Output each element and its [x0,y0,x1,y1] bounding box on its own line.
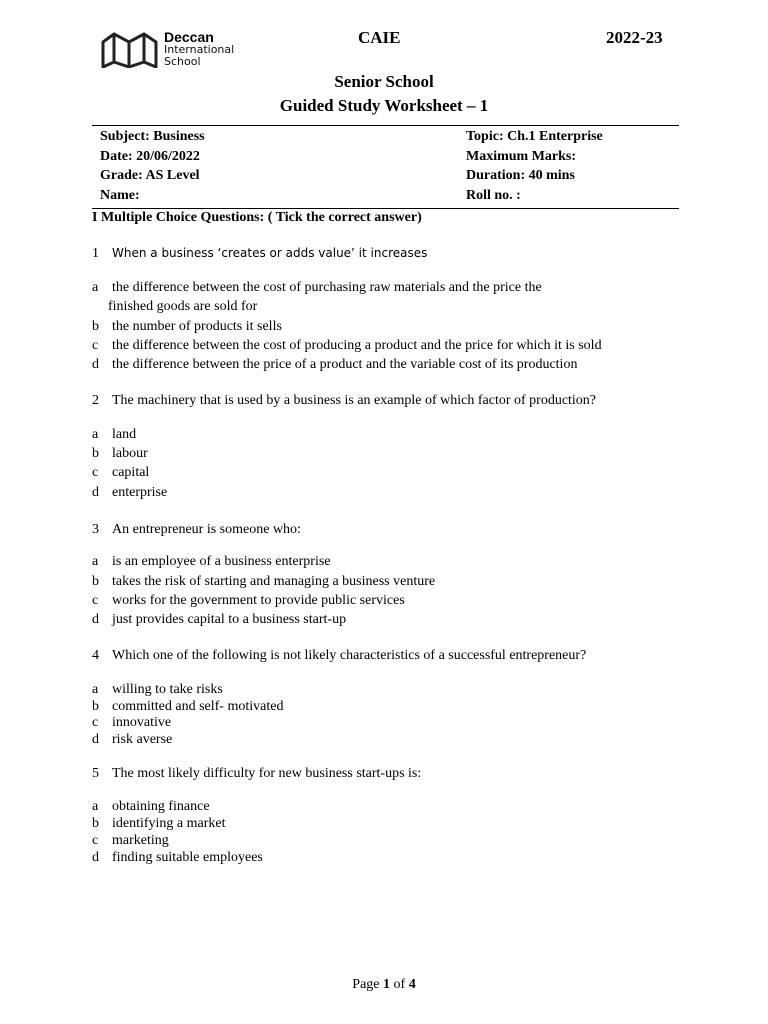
page-number: 1 [383,977,391,992]
logo-subtitle-1: International [164,43,235,56]
option-label: d [92,850,99,865]
option-label: d [92,357,99,372]
option-3d[interactable] [92,612,346,628]
topic-field: Topic: Ch.1 Enterprise [466,129,603,144]
option-4d[interactable] [92,732,172,748]
option-label: c [92,833,99,848]
option-label: a [92,682,99,697]
option-text: the difference between the cost of purchasing raw materials and the price the [112,280,542,295]
option-text: just provides capital to a business start-up [112,612,347,627]
option-label: d [92,732,99,747]
option-label: a [92,427,99,442]
option-text: capital [112,465,150,480]
logo-name: Deccan [164,29,214,45]
option-text: finished goods are sold for [108,299,258,314]
question-1 [92,246,427,262]
logo-subtitle-2: School [164,55,201,68]
page-title-line1: Senior School [334,72,434,91]
divider-top [92,125,679,126]
info-left-column [100,127,205,205]
grade-field: Grade: AS Level [100,168,200,183]
question-number: 1 [92,246,99,261]
option-2c[interactable] [92,465,149,481]
option-2b[interactable] [92,446,148,462]
section-heading: I Multiple Choice Questions: ( Tick the correct answer) [92,210,422,225]
question-number: 2 [92,393,99,408]
question-5 [92,766,421,782]
option-label: c [92,715,99,730]
date-field: Date: 20/06/2022 [100,148,200,164]
option-label: a [92,554,99,569]
question-text: The machinery that is used by a business is an example of which factor of production? [112,393,597,408]
question-4 [92,648,586,664]
option-3a[interactable] [92,554,331,570]
option-text: the difference between the cost of producing a product and the price for which it is sold [112,338,602,353]
option-1c[interactable] [92,338,602,354]
page-total: 4 [408,977,416,992]
max-marks-field: Maximum Marks: [466,148,577,164]
school-logo [100,28,260,72]
option-5c[interactable] [92,833,169,849]
option-label: a [92,280,99,295]
option-text: the number of products it sells [112,319,282,334]
option-label: d [92,485,99,500]
option-label: c [92,465,99,480]
question-number: 4 [92,648,99,663]
question-number: 5 [92,766,99,781]
question-3 [92,522,301,538]
open-book-icon [100,28,160,68]
name-field: Name: [100,187,140,203]
option-text: finding suitable employees [112,850,263,865]
option-5b[interactable] [92,816,226,832]
page-word: Page [352,977,380,992]
option-label: a [92,799,99,814]
option-4c[interactable] [92,715,171,731]
option-3c[interactable] [92,593,405,609]
option-5a[interactable] [92,799,210,815]
option-label: b [92,816,99,831]
duration-field: Duration: 40 mins [466,168,575,183]
page-footer [0,977,768,993]
question-number: 3 [92,522,99,537]
question-2 [92,393,596,409]
question-text: An entrepreneur is someone who: [112,522,301,537]
question-text: When a business ‘creates or adds value’ it increases [112,246,428,260]
option-text: land [112,427,137,442]
option-label: b [92,319,99,334]
option-text: takes the risk of starting and managing a business venture [112,574,436,589]
option-label: c [92,593,99,608]
option-5d[interactable] [92,850,263,866]
option-text: committed and self- motivated [112,699,284,714]
option-text: is an employee of a business enterprise [112,554,331,569]
option-text: willing to take risks [112,682,223,697]
option-4a[interactable] [92,682,223,698]
option-text: identifying a market [112,816,226,831]
divider-bottom [92,208,679,209]
option-2a[interactable] [92,427,136,443]
subject-field: Subject: Business [100,129,205,144]
option-label: b [92,699,99,714]
option-text: enterprise [112,485,168,500]
option-1b[interactable] [92,319,282,335]
option-label: d [92,612,99,627]
option-text: obtaining finance [112,799,210,814]
option-4b[interactable] [92,699,283,715]
option-text: labour [112,446,148,461]
option-1a[interactable] [92,280,542,296]
page-title-line2: Guided Study Worksheet – 1 [279,96,489,115]
option-text: the difference between the price of a product and the variable cost of its production [112,357,578,372]
exam-board: CAIE [358,28,401,47]
option-3b[interactable] [92,574,435,590]
option-1a-continued [92,299,257,315]
of-word: of [393,977,406,992]
question-text: Which one of the following is not likely characteristics of a successful entrepreneur? [112,648,587,663]
option-text: marketing [112,833,169,848]
roll-no-field: Roll no. : [466,187,521,203]
option-text: risk averse [112,732,173,747]
info-right-column [466,127,603,205]
option-1d[interactable] [92,357,577,373]
option-label: c [92,338,99,353]
option-2d[interactable] [92,485,167,501]
question-text: The most likely difficulty for new business start-ups is: [112,766,422,781]
academic-year: 2022-23 [606,28,663,47]
option-label: b [92,574,99,589]
option-label: b [92,446,99,461]
option-text: works for the government to provide public services [112,593,405,608]
option-text: innovative [112,715,172,730]
